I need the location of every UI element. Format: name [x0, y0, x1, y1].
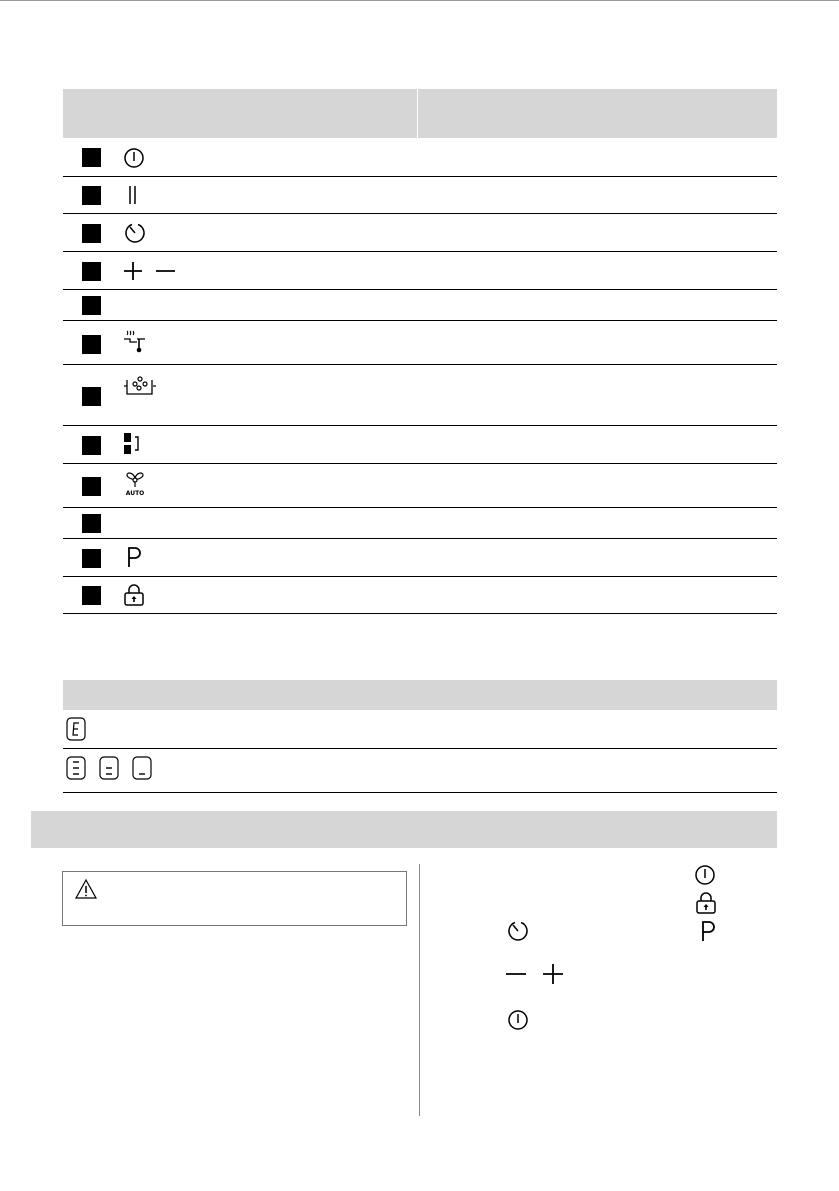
table-row [63, 321, 777, 365]
svg-text:AUTO: AUTO [125, 490, 145, 497]
row-marker-square [82, 586, 101, 605]
display-table [63, 680, 777, 793]
row-marker-square [82, 148, 101, 167]
page-top-rule [0, 0, 839, 1]
section-heading-bar [31, 811, 777, 848]
power-icon [694, 864, 716, 886]
row-marker-square [82, 335, 101, 354]
table-header [63, 680, 777, 710]
control-panel-table [63, 89, 777, 614]
lock-icon [123, 583, 145, 607]
column-separator [419, 864, 420, 1116]
table-row [63, 138, 777, 177]
row-marker-square [82, 514, 101, 533]
timer-icon [123, 221, 147, 245]
table-row [63, 577, 777, 614]
timer-icon [506, 919, 530, 943]
bridge-icon [123, 432, 143, 456]
row-marker-square [82, 224, 101, 243]
display-e-icon [66, 717, 86, 741]
minus-plus-icon [505, 962, 567, 986]
lock-icon [695, 891, 717, 915]
warning-triangle-icon [74, 878, 98, 900]
row-marker-square [82, 387, 101, 406]
table-row [63, 464, 777, 508]
table-row [63, 426, 777, 464]
warning-box [62, 871, 407, 926]
table-row [63, 749, 777, 793]
table-row [63, 365, 777, 426]
table-row [63, 508, 777, 539]
row-marker-square [82, 477, 101, 496]
table-row [63, 177, 777, 214]
row-marker-square [82, 436, 101, 455]
row-marker-square [82, 262, 101, 281]
power-boost-p-icon [700, 919, 716, 943]
display-level-3-icon [66, 756, 86, 780]
power-icon [507, 1009, 529, 1031]
boil-icon [123, 374, 157, 398]
table-row [63, 710, 777, 749]
display-level-1-icon [132, 756, 152, 780]
row-marker-square [82, 549, 101, 568]
plus-minus-icon [123, 260, 183, 282]
table-header [63, 89, 777, 138]
table-row [63, 290, 777, 321]
header-divider [417, 89, 418, 138]
power-boost-p-icon [126, 545, 142, 569]
display-level-2-icon [99, 756, 119, 780]
row-marker-square [82, 296, 101, 315]
keep-warm-icon [123, 329, 151, 353]
pause-icon [126, 184, 140, 206]
hob-hood-auto-icon [123, 470, 147, 498]
table-row [63, 539, 777, 577]
power-icon [123, 147, 145, 169]
table-row [63, 214, 777, 252]
row-marker-square [82, 186, 101, 205]
table-row [63, 252, 777, 290]
